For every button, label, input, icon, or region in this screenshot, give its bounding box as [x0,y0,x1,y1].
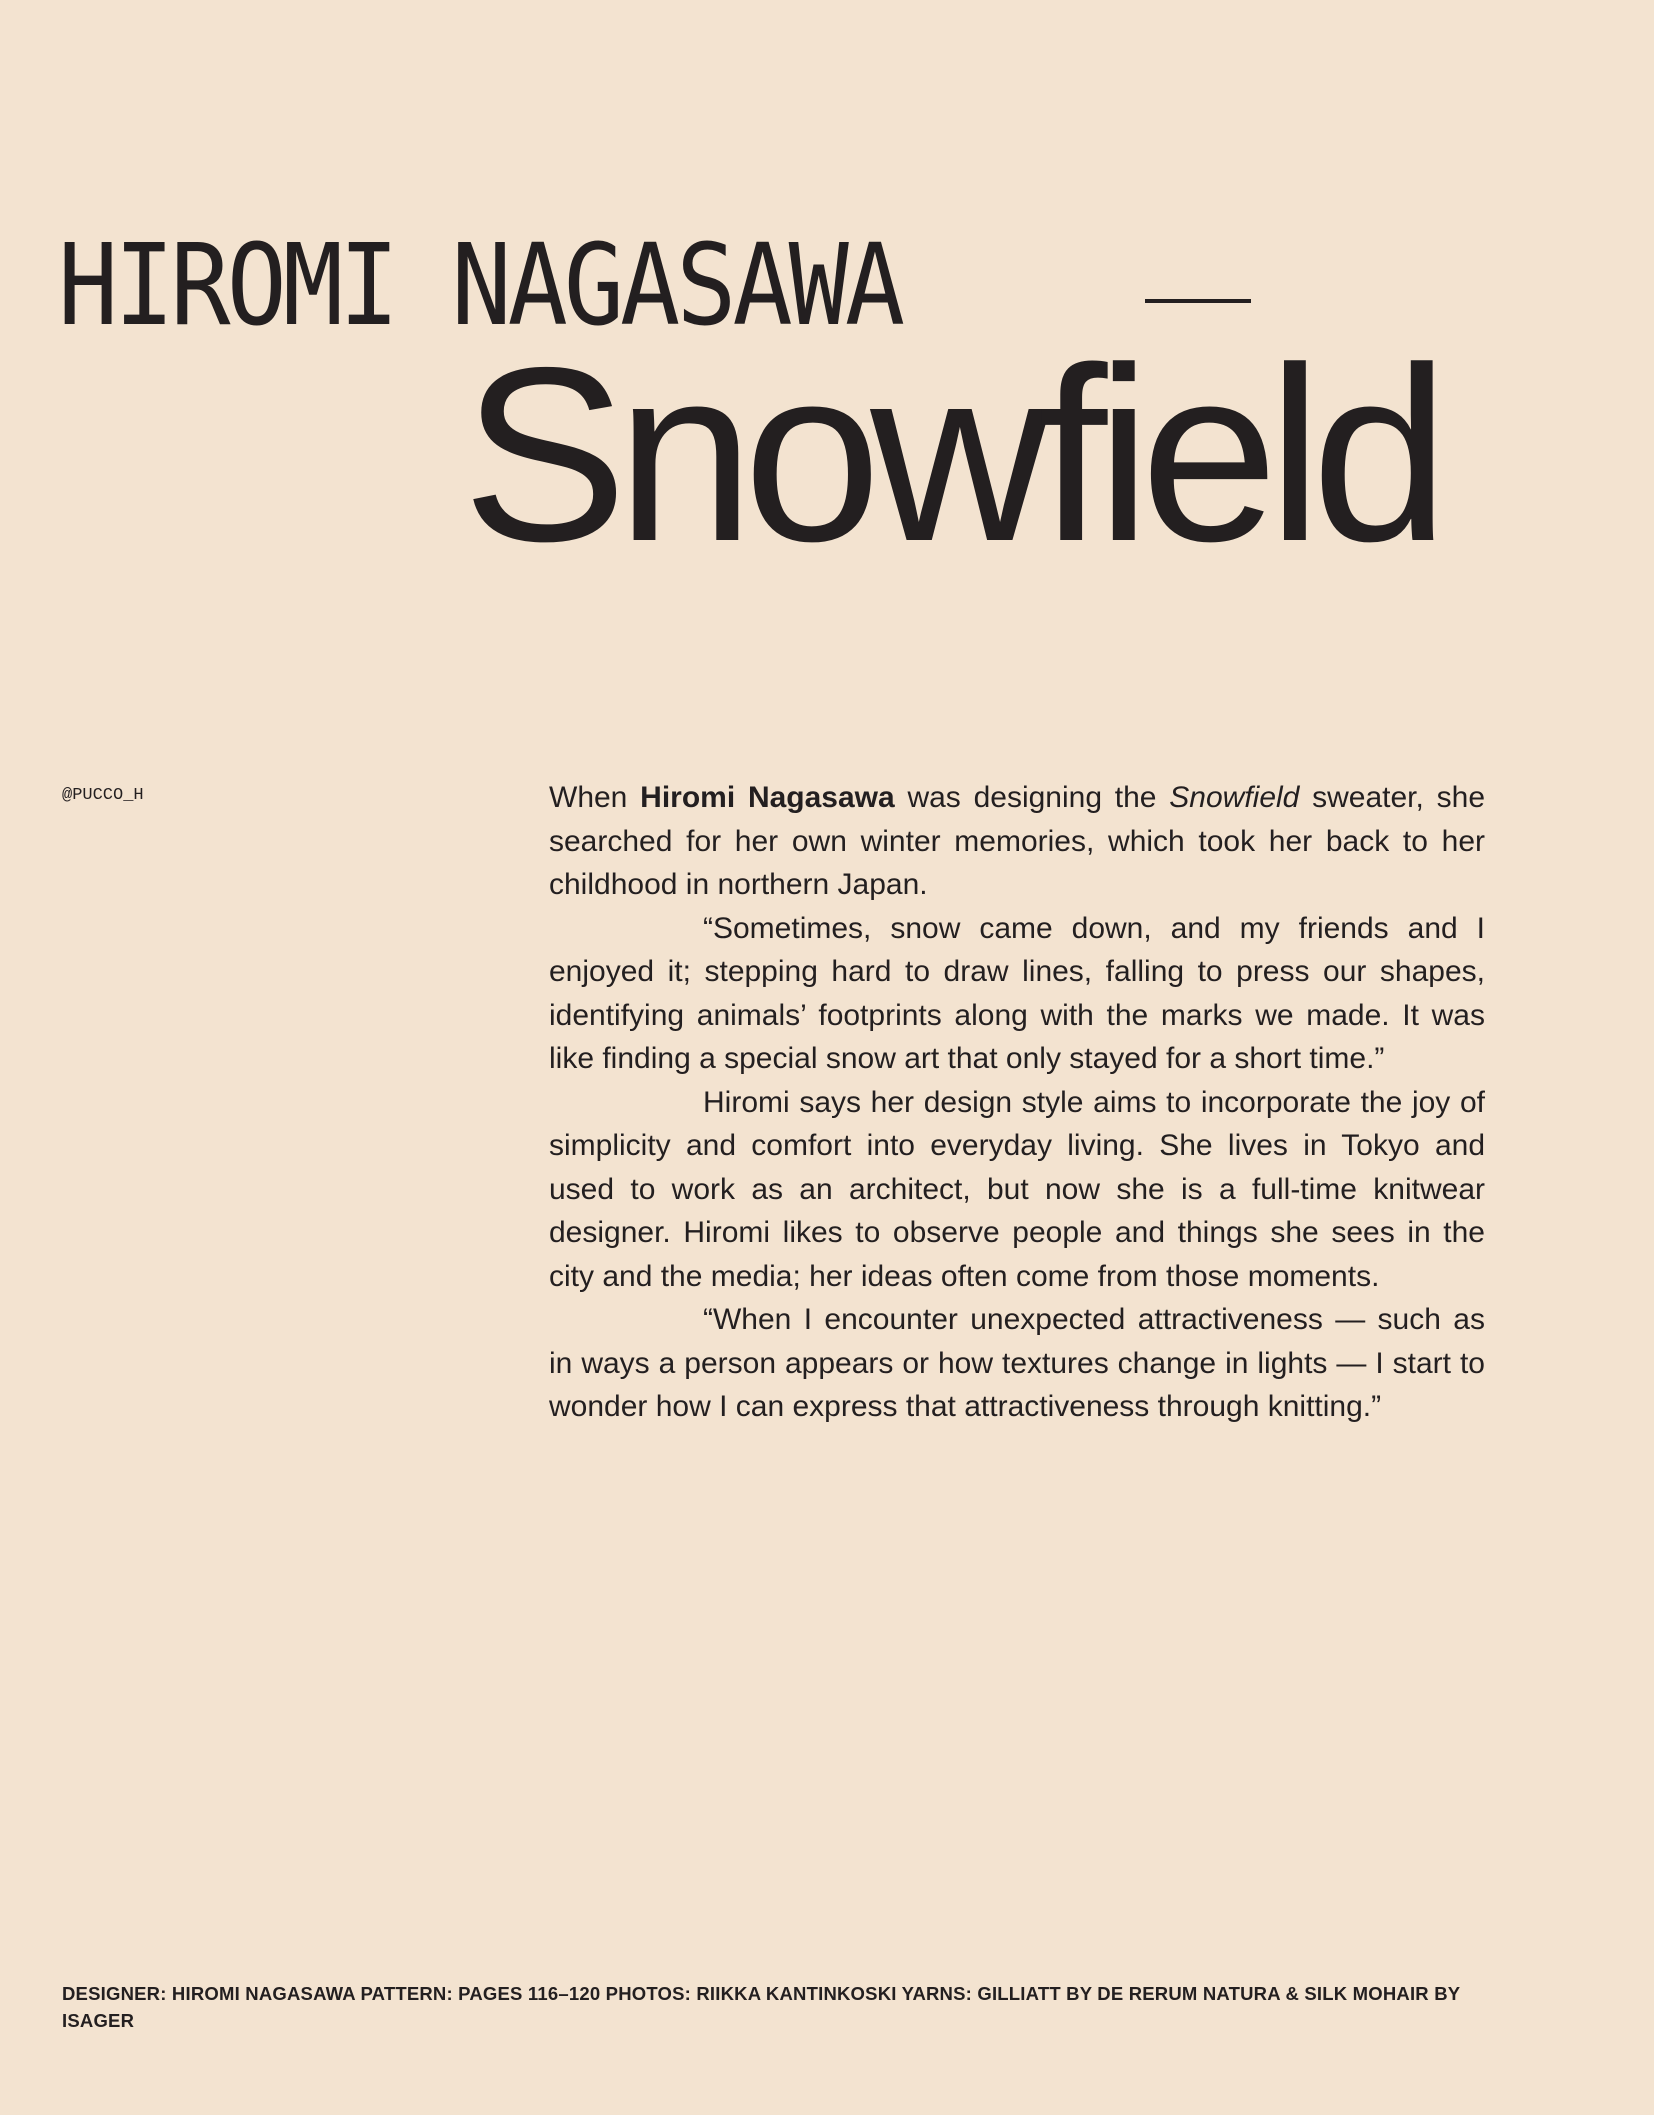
p1-middle: was designing the [894,781,1170,814]
credits-footer: DESIGNER: HIROMI NAGASAWA PATTERN: PAGES 116–120 PHOTOS: RIIKKA KANTINKOSKI YARNS: GILLIATT BY DE RERUM NATURA & SILK MOHAIR BY ISAGER [62,1983,1460,2031]
article-paragraph-1 [549,776,1485,907]
article-paragraph-4: “When I encounter unexpected attractiveness — such as in ways a person appears or how textures change in lights — I start to wonder how I can express that attractiveness through knitting.” [549,1303,1485,1423]
designer-name-bold: Hiromi Nagasawa [640,781,895,814]
instagram-handle: @PUCCO_H [62,786,144,805]
article-body [549,776,1485,1429]
designer-name-heading: HIROMI NAGASAWA [58,219,902,351]
article-paragraph-2: “Sometimes, snow came down, and my friends and I enjoyed it; stepping hard to draw lines, falling to press our shapes, identifying animals’ footprints along with the marks we made. It was like finding a special snow art that only stayed for a short time.” [549,911,1485,1075]
p1-rest: sweater, she searched for her own winter memories, which took her back to her childhood in northern Japan. [549,781,1485,901]
article-paragraph-3: Hiromi says her design style aims to incorporate the joy of simplicity and comfort into everyday living. She lives in Tokyo and used to work as an architect, but now she is a full-time knitwear designer. Hiromi likes to observe people and things she sees in the city and the media; her ideas often come from those moments. [549,1085,1485,1293]
p1-lead: When [549,781,641,814]
title-dash-divider [1145,299,1251,303]
pattern-name-italic: Snowfield [1169,781,1300,814]
pattern-title: Snowfield [462,315,1439,593]
